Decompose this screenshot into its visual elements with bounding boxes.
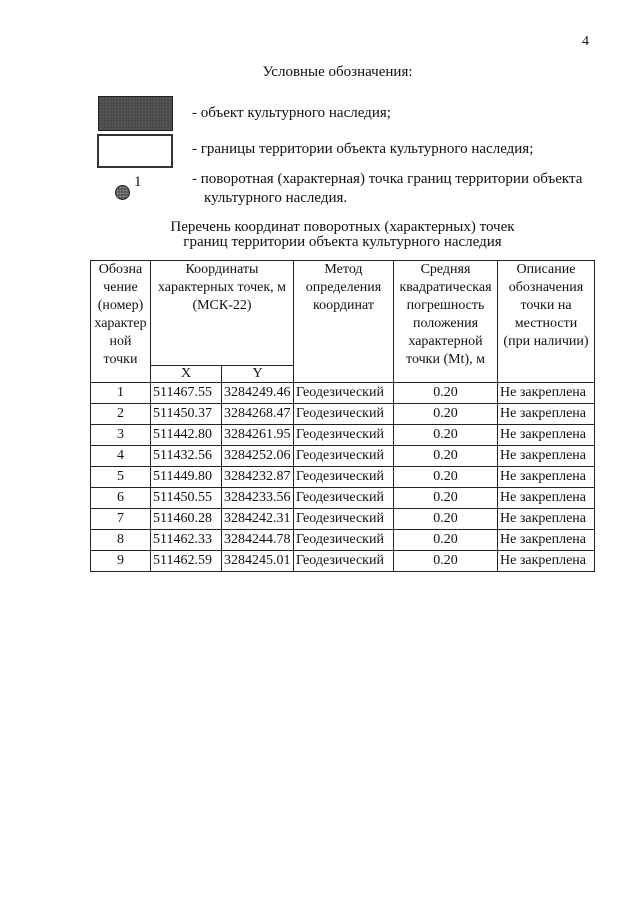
table-row — [91, 530, 595, 551]
territory-border-swatch — [97, 134, 173, 168]
table-header-row — [91, 261, 595, 366]
cell-error: 0.20 — [394, 383, 498, 404]
cell-description: Не закреплена — [498, 383, 595, 404]
legend-item-heritage-object: - объект культурного наследия; — [192, 105, 391, 121]
cell-error: 0.20 — [394, 530, 498, 551]
header-error-line: погрешность — [406, 298, 485, 313]
cell-y: 3284268.47 — [222, 404, 294, 425]
header-method-line: определения — [305, 280, 382, 295]
cell-point-number: 3 — [91, 425, 151, 446]
header-coordinates-line: Координаты — [185, 262, 259, 277]
header-y: Y — [222, 366, 294, 383]
cell-point-number: 8 — [91, 530, 151, 551]
cell-x: 511449.80 — [151, 467, 222, 488]
header-x: X — [151, 366, 222, 383]
legend-item-turning-point-line2: культурного наследия. — [204, 190, 348, 206]
list-title-line2: границ территории объекта культурного наследия — [183, 234, 502, 250]
table-row — [91, 425, 595, 446]
legend-item-territory-border: - границы территории объекта культурного наследия; — [192, 141, 534, 157]
cell-description: Не закреплена — [498, 404, 595, 425]
header-error-line: положения — [412, 316, 479, 331]
table-row — [91, 446, 595, 467]
header-description-line: точки на — [520, 298, 572, 313]
cell-description: Не закреплена — [498, 509, 595, 530]
table-body — [91, 383, 595, 572]
cell-error: 0.20 — [394, 509, 498, 530]
table-row — [91, 551, 595, 572]
legend-title: Условные обозначения: — [262, 64, 413, 80]
header-error-line: Средняя — [420, 262, 471, 277]
coordinates-table — [90, 260, 595, 572]
cell-description: Не закреплена — [498, 446, 595, 467]
cell-error: 0.20 — [394, 425, 498, 446]
cell-y: 3284252.06 — [222, 446, 294, 467]
header-method — [294, 261, 394, 383]
header-designation-line: ной — [109, 334, 132, 349]
table-row — [91, 404, 595, 425]
table-row — [91, 383, 595, 404]
cell-description: Не закреплена — [498, 488, 595, 509]
cell-method: Геодезический — [294, 446, 394, 467]
header-designation-line: Обозна — [98, 262, 143, 277]
heritage-object-swatch — [98, 96, 173, 131]
cell-point-number: 5 — [91, 467, 151, 488]
turning-point-marker — [112, 174, 152, 204]
turning-point-dot-icon — [115, 185, 130, 200]
cell-method: Геодезический — [294, 488, 394, 509]
cell-method: Геодезический — [294, 383, 394, 404]
header-method-line: координат — [313, 298, 374, 313]
cell-y: 3284261.95 — [222, 425, 294, 446]
cell-error: 0.20 — [394, 446, 498, 467]
coordinates-list-title — [0, 220, 640, 250]
legend-item-turning-point — [192, 170, 592, 208]
cell-y: 3284233.56 — [222, 488, 294, 509]
cell-x: 511460.28 — [151, 509, 222, 530]
header-coordinates-line: (МСК-22) — [192, 298, 252, 313]
cell-y: 3284244.78 — [222, 530, 294, 551]
cell-error: 0.20 — [394, 488, 498, 509]
header-designation — [91, 261, 151, 383]
cell-x: 511450.55 — [151, 488, 222, 509]
cell-y: 3284242.31 — [222, 509, 294, 530]
cell-x: 511450.37 — [151, 404, 222, 425]
cell-description: Не закреплена — [498, 425, 595, 446]
page-number: 4 — [582, 34, 589, 49]
header-method-line: Метод — [324, 262, 363, 277]
cell-description: Не закреплена — [498, 530, 595, 551]
cell-point-number: 1 — [91, 383, 151, 404]
header-designation-line: (номер) — [97, 298, 144, 313]
cell-x: 511467.55 — [151, 383, 222, 404]
cell-method: Геодезический — [294, 425, 394, 446]
cell-point-number: 2 — [91, 404, 151, 425]
list-title-line1: Перечень координат поворотных (характерных) точек — [170, 219, 515, 235]
cell-y: 3284249.46 — [222, 383, 294, 404]
cell-description: Не закреплена — [498, 467, 595, 488]
header-error-line: квадратическая — [399, 280, 492, 295]
header-error-line: характерной — [408, 334, 483, 349]
header-description — [498, 261, 595, 383]
cell-x: 511462.33 — [151, 530, 222, 551]
cell-method: Геодезический — [294, 551, 394, 572]
header-coordinates-line: характерных точек, м — [157, 280, 287, 295]
header-error-line: точки (Mt), м — [406, 352, 485, 367]
header-coordinates — [151, 261, 294, 366]
header-description-line: Описание — [516, 262, 576, 277]
header-description-line: обозначения — [508, 280, 584, 295]
cell-error: 0.20 — [394, 551, 498, 572]
cell-point-number: 7 — [91, 509, 151, 530]
header-designation-line: характер — [94, 316, 147, 331]
cell-x: 511442.80 — [151, 425, 222, 446]
cell-y: 3284245.01 — [222, 551, 294, 572]
cell-method: Геодезический — [294, 404, 394, 425]
cell-method: Геодезический — [294, 530, 394, 551]
header-description-line: местности — [514, 316, 578, 331]
table-row — [91, 488, 595, 509]
header-designation-line: чение — [103, 280, 138, 295]
table-row — [91, 509, 595, 530]
table-row — [91, 467, 595, 488]
cell-x: 511432.56 — [151, 446, 222, 467]
cell-point-number: 6 — [91, 488, 151, 509]
cell-error: 0.20 — [394, 467, 498, 488]
legend-item-turning-point-line1: - поворотная (характерная) точка границ территории объекта — [192, 171, 583, 187]
header-description-line: (при наличии) — [503, 334, 589, 349]
header-designation-line: точки — [103, 352, 138, 367]
cell-description: Не закреплена — [498, 551, 595, 572]
cell-point-number: 4 — [91, 446, 151, 467]
cell-point-number: 9 — [91, 551, 151, 572]
cell-x: 511462.59 — [151, 551, 222, 572]
header-error — [394, 261, 498, 383]
cell-y: 3284232.87 — [222, 467, 294, 488]
cell-method: Геодезический — [294, 467, 394, 488]
cell-error: 0.20 — [394, 404, 498, 425]
cell-method: Геодезический — [294, 509, 394, 530]
turning-point-number: 1 — [134, 174, 142, 190]
